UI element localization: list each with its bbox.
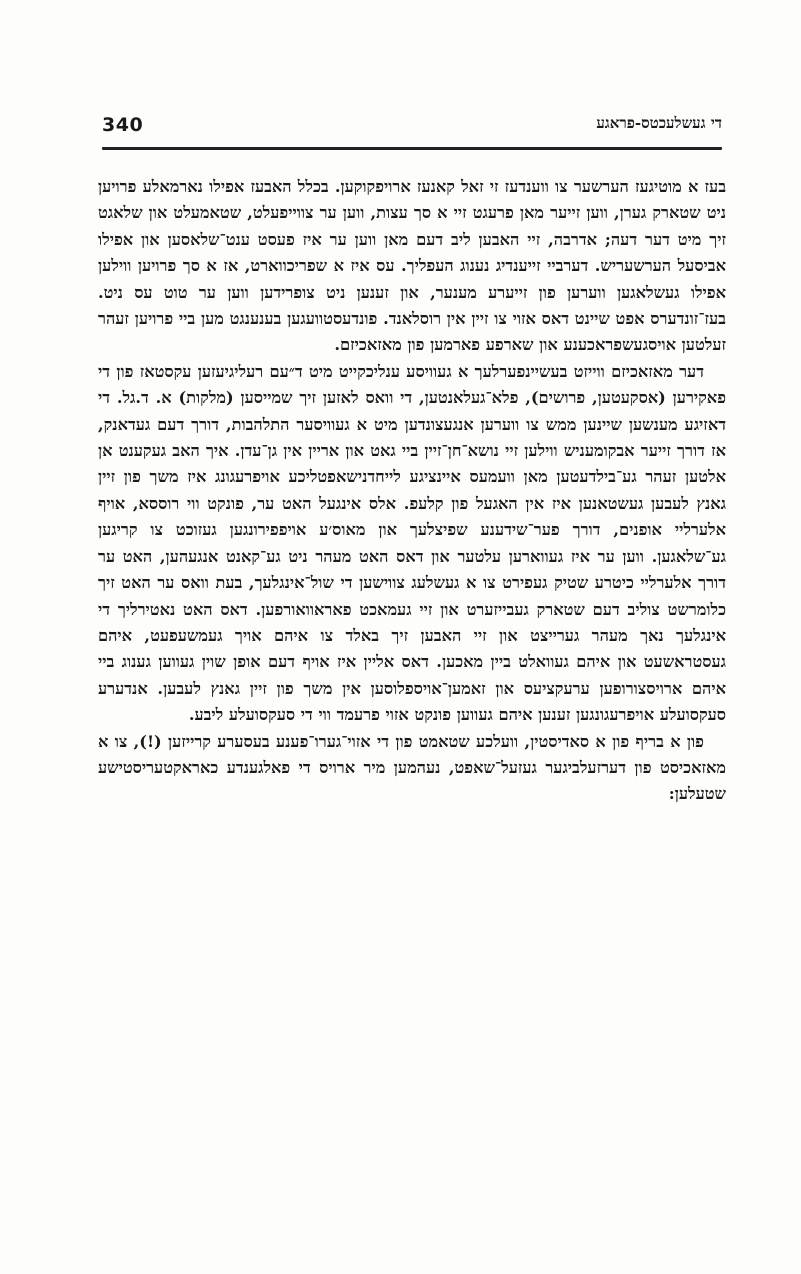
body-text <box>98 174 726 808</box>
header-rule <box>102 147 722 150</box>
page-number: 340 <box>102 114 144 136</box>
running-head: די געשלעכטס-פראגע <box>596 114 722 132</box>
page-header <box>102 112 722 146</box>
paragraph: בעז א מוטיגעז הערשער צו ווענדעז זי זאל קאנעז ארויפקוקען. בכלל האבעז אפילו נארמאלע פרויען ניט שטארק גערן, ווען זייער מאן פרעגט זיי א סך עצות, ווען ער צווייפעלט, שטאמעלט און שלאגט זיך מיט דער דעה; אדרבה, זיי האבען ליב דעם מאן ווען ער איז פעסט ענט־שלאסען און אפילו אביסעל הערשעריש. דערביי זייענדיג נענוג העפליך. עס איז א שפריכווארט, אז א סך פרויען ווילען אפילו געשלאגען ווערען פון זייערע מענער, און זענען ניט צופרידען ווען ער טוט עס ניט. בעז־זונדערס אפט שיינט דאס אזוי צו זיין אין רוסלאנד. פונדעסטוועגען בענענגט מען ביי פרויען זעהר זעלטען אויסגעשפראכענע און שארפע פארמען פון מאזאכיזם. <box>98 177 726 355</box>
paragraph: פון א בריף פון א סאדיסטין, וועלכע שטאמט פון די אזוי־גערו־פענע בעסערע קרייזען (!), צו א מאזאכיסט פון דערזעלביגער געזעל־שאפט, נעהמען מיר ארויס די פאלגענדע כאראקטעריסטישע שטעלען: <box>98 731 726 804</box>
paragraph: דער מאזאכיזם ווייזט בעשיינפערלעך א געוויסע ענליכקייט מיט ד״עם רעליגיעזען עקסטאז פון די פאקירען (אסקעטען, פרושים), פלא־געלאנטען, די וואס לאזען זיך שמייסען (מלקות) א. ד.גל. די דאזיגע מענשען שיינען ממש צו ווערען אנגעצונדען מיט א געוויסער התלהבות, דורך דעם געדאנק, אז דורך זייער אבקומעניש ווילען זיי נושא־חן־זיין ביי גאט און אריין אין גן־עדן. איך האב געקענט אן אלטען זעהר גע־בילדעטען מאן וועמעס איינציגע לייחדנישאפטליכע אויפרעגונג איז משך פון זיין גאנץ לעבען געשטאנען איז אין האגעל פון קלעפ. אלס אינגעל האט ער, פונקט ווי רוססא, אויף אלערליי אופנים, דורך פער־שידענע שפיצלעך און מאוס׳ע אויפפירונגען געזוכט צו קריגען גע־שלאגען. ווען ער איז געווארען עלטער און דאס האט מעהר ניט גע־קאנט אנגעהען, האט ער דורך אלערליי כיטרע שטיק געפירט צו א געשלעג צווישען די שול־אינגלעך, בעת וואס ער האט זיך כלומרשט צוליב דעם שטארק געבייזערט און זיי געמאכט פאראוואורפען. דאס האט נאטירליך די אינגלעך נאך מעהר גערייצט און זיי האבען זיך באלד צו איהם אויך געמשעפעט, איהם געסטראשעט און איהם געוואלט ביין מאכען. דאס אליין איז אויף דעם אופן שוין געווען גענוג ביי איהם ארויסצורופען ערעקציעס און זאמען־אויספלוסען אין משך פון זיין גאנץ לעבען. אנדערע סעקסועלע אויפרעגונגען זענען איהם געווען פונקט אזוי פרעמד ווי די סעקסועלע ליבע. <box>98 361 726 725</box>
